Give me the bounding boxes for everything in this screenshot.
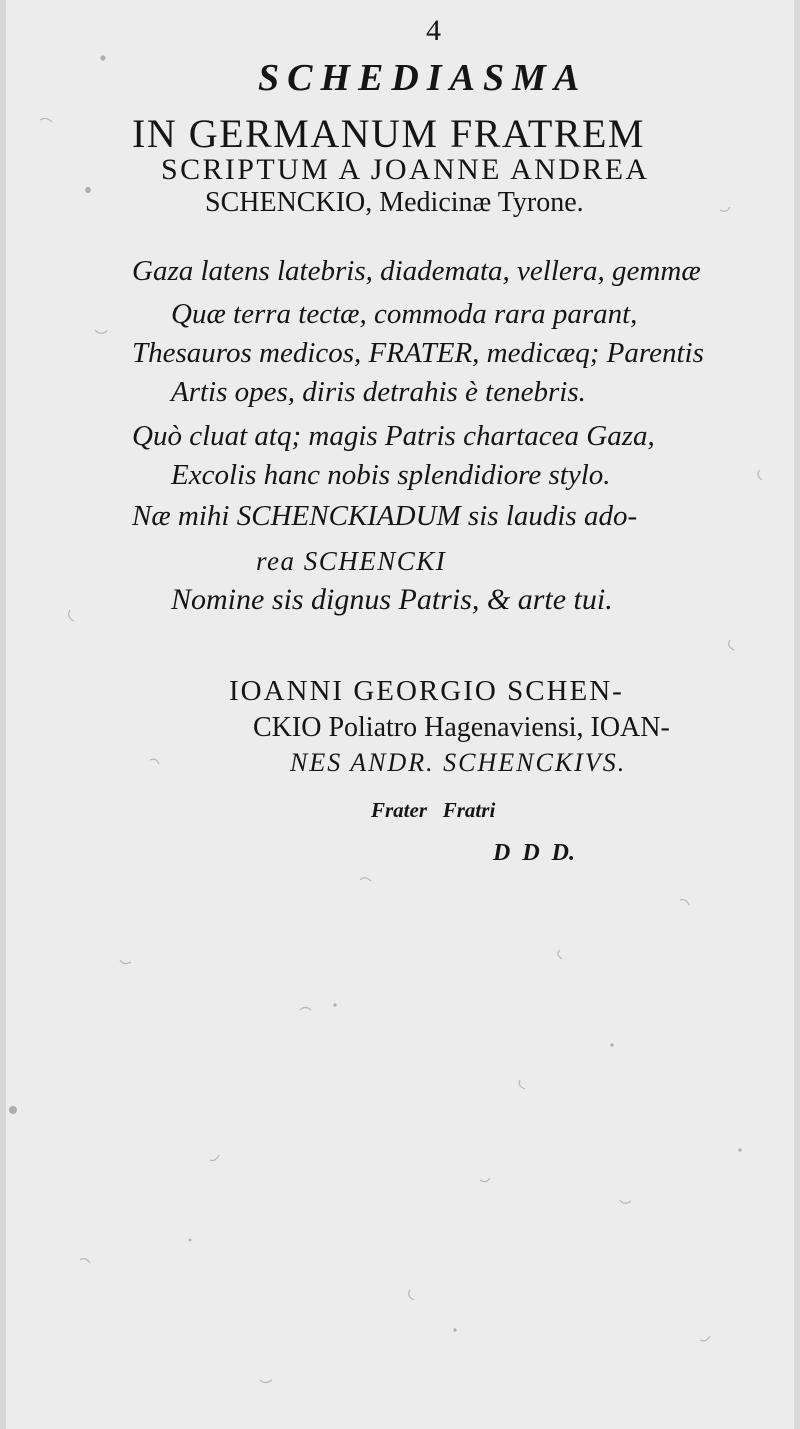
- page-number: 4: [426, 14, 441, 47]
- poem-line-3: Thesauros medicos, FRATER, medicæq; Parentis: [132, 337, 704, 369]
- page-title: SCHEDIASMA: [258, 57, 588, 99]
- dedication-line-3: NES ANDR. SCHENCKIVS.: [290, 748, 627, 777]
- title-line-4: SCHENCKIO, Medicinæ Tyrone.: [205, 187, 584, 218]
- poem-line-1: Gaza latens latebris, diademata, vellera, gemmæ: [132, 255, 701, 287]
- title-line-2: IN GERMANUM FRATREM: [132, 111, 645, 156]
- poem-line-5: Quò cluat atq; magis Patris chartacea Gaza,: [132, 420, 655, 452]
- dedication-line-4: Frater Fratri: [371, 798, 496, 822]
- poem-line-9: Nomine sis dignus Patris, & arte tui.: [171, 583, 613, 616]
- dedication-line-1: IOANNI GEORGIO SCHEN-: [229, 675, 624, 707]
- poem-line-7: Næ mihi SCHENCKIADUM sis laudis ado-: [132, 500, 638, 532]
- dedication-line-2: CKIO Poliatro Hagenaviensi, IOAN-: [253, 712, 670, 743]
- poem-line-2: Quæ terra tectæ, commoda rara parant,: [171, 298, 638, 330]
- title-line-3: SCRIPTUM A JOANNE ANDREA: [161, 153, 650, 186]
- poem-line-8: rea SCHENCKI: [256, 546, 447, 576]
- poem-line-4: Artis opes, diris detrahis è tenebris.: [171, 376, 586, 408]
- dedication-line-5: D D D.: [493, 840, 575, 866]
- poem-line-6: Excolis hanc nobis splendidiore stylo.: [171, 459, 611, 491]
